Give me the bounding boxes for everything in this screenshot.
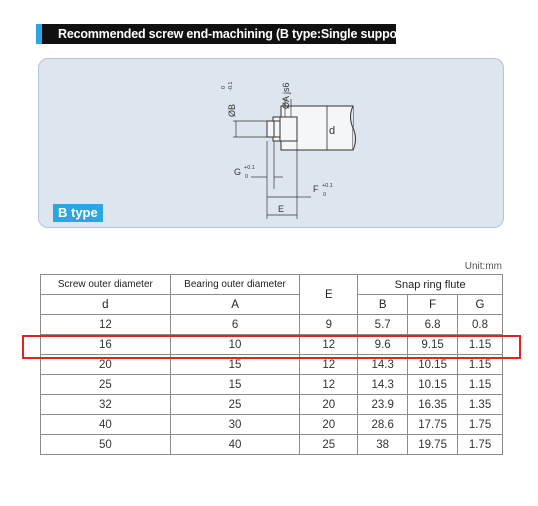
cell-f: 16.35 [408,395,458,415]
label-G: G [234,167,242,177]
header-d: d [41,295,171,315]
label-F: F [313,184,319,194]
cell-f: 6.8 [408,315,458,335]
cell-b: 14.3 [358,375,408,395]
cell-b: 28.6 [358,415,408,435]
table-row [41,355,503,375]
cell-e: 20 [300,395,358,415]
cell-b: 23.9 [358,395,408,415]
label-E: E [278,204,285,214]
table-row [41,435,503,455]
cell-g: 1.75 [458,415,503,435]
type-badge: B type [53,204,103,222]
cell-f: 10.15 [408,355,458,375]
cell-a: 15 [170,355,300,375]
cell-b: 9.6 [358,335,408,355]
cell-g: 1.15 [458,375,503,395]
label-F-tol-upper: +0.1 [322,183,333,189]
unit-label: Unit:mm [464,261,502,272]
header-bearing-outer-diameter: Bearing outer diameter [170,275,300,295]
cell-a: 6 [170,315,300,335]
cell-b: 14.3 [358,355,408,375]
cell-b: 38 [358,435,408,455]
label-G-tol-upper: +0.1 [244,165,255,171]
cell-f: 9.15 [408,335,458,355]
cell-g: 1.15 [458,335,503,355]
cell-d: 40 [41,415,171,435]
spec-table [40,274,503,455]
snap-ring-groove [267,121,274,137]
cell-e: 25 [300,435,358,455]
cell-a: 40 [170,435,300,455]
label-d: d [329,125,336,137]
label-B-tol-upper: 0 [221,85,227,89]
cell-a: 30 [170,415,300,435]
cell-g: 1.15 [458,355,503,375]
cell-e: 12 [300,335,358,355]
cell-g: 0.8 [458,315,503,335]
label-F-tol-lower: 0 [323,192,327,198]
cell-f: 19.75 [408,435,458,455]
label-B-tol-lower: -0.1 [228,81,234,91]
label-A: ØA js6 [281,82,291,109]
cell-e: 12 [300,375,358,395]
table-row [41,415,503,435]
cell-g: 1.35 [458,395,503,415]
table-row [41,395,503,415]
cell-a: 25 [170,395,300,415]
label-B: ØB [227,103,237,117]
label-G-tol-lower: 0 [245,174,249,180]
cell-f: 10.15 [408,375,458,395]
table-row [41,315,503,335]
header-a: A [170,295,300,315]
title-bar [42,24,410,44]
cell-d: 16 [41,335,171,355]
cell-d: 25 [41,375,171,395]
header-screw-outer-diameter: Screw outer diameter [41,275,171,295]
cell-a: 10 [170,335,300,355]
cell-e: 20 [300,415,358,435]
screw-end-diagram [39,59,503,227]
page-title: Recommended screw end-machining (B type:Single support) [58,27,410,41]
cell-b: 5.7 [358,315,408,335]
table-row [41,375,503,395]
header-e: E [300,275,358,315]
diagram-panel [38,58,504,228]
cell-f: 17.75 [408,415,458,435]
cell-g: 1.75 [458,435,503,455]
cell-d: 12 [41,315,171,335]
header-g: G [458,295,503,315]
cell-d: 32 [41,395,171,415]
header-f: F [408,295,458,315]
cell-d: 50 [41,435,171,455]
table-row [41,335,503,355]
cell-e: 9 [300,315,358,335]
cell-a: 15 [170,375,300,395]
cell-d: 20 [41,355,171,375]
cell-e: 12 [300,355,358,375]
header-b: B [358,295,408,315]
header-snap-ring-flute: Snap ring flute [358,275,503,295]
